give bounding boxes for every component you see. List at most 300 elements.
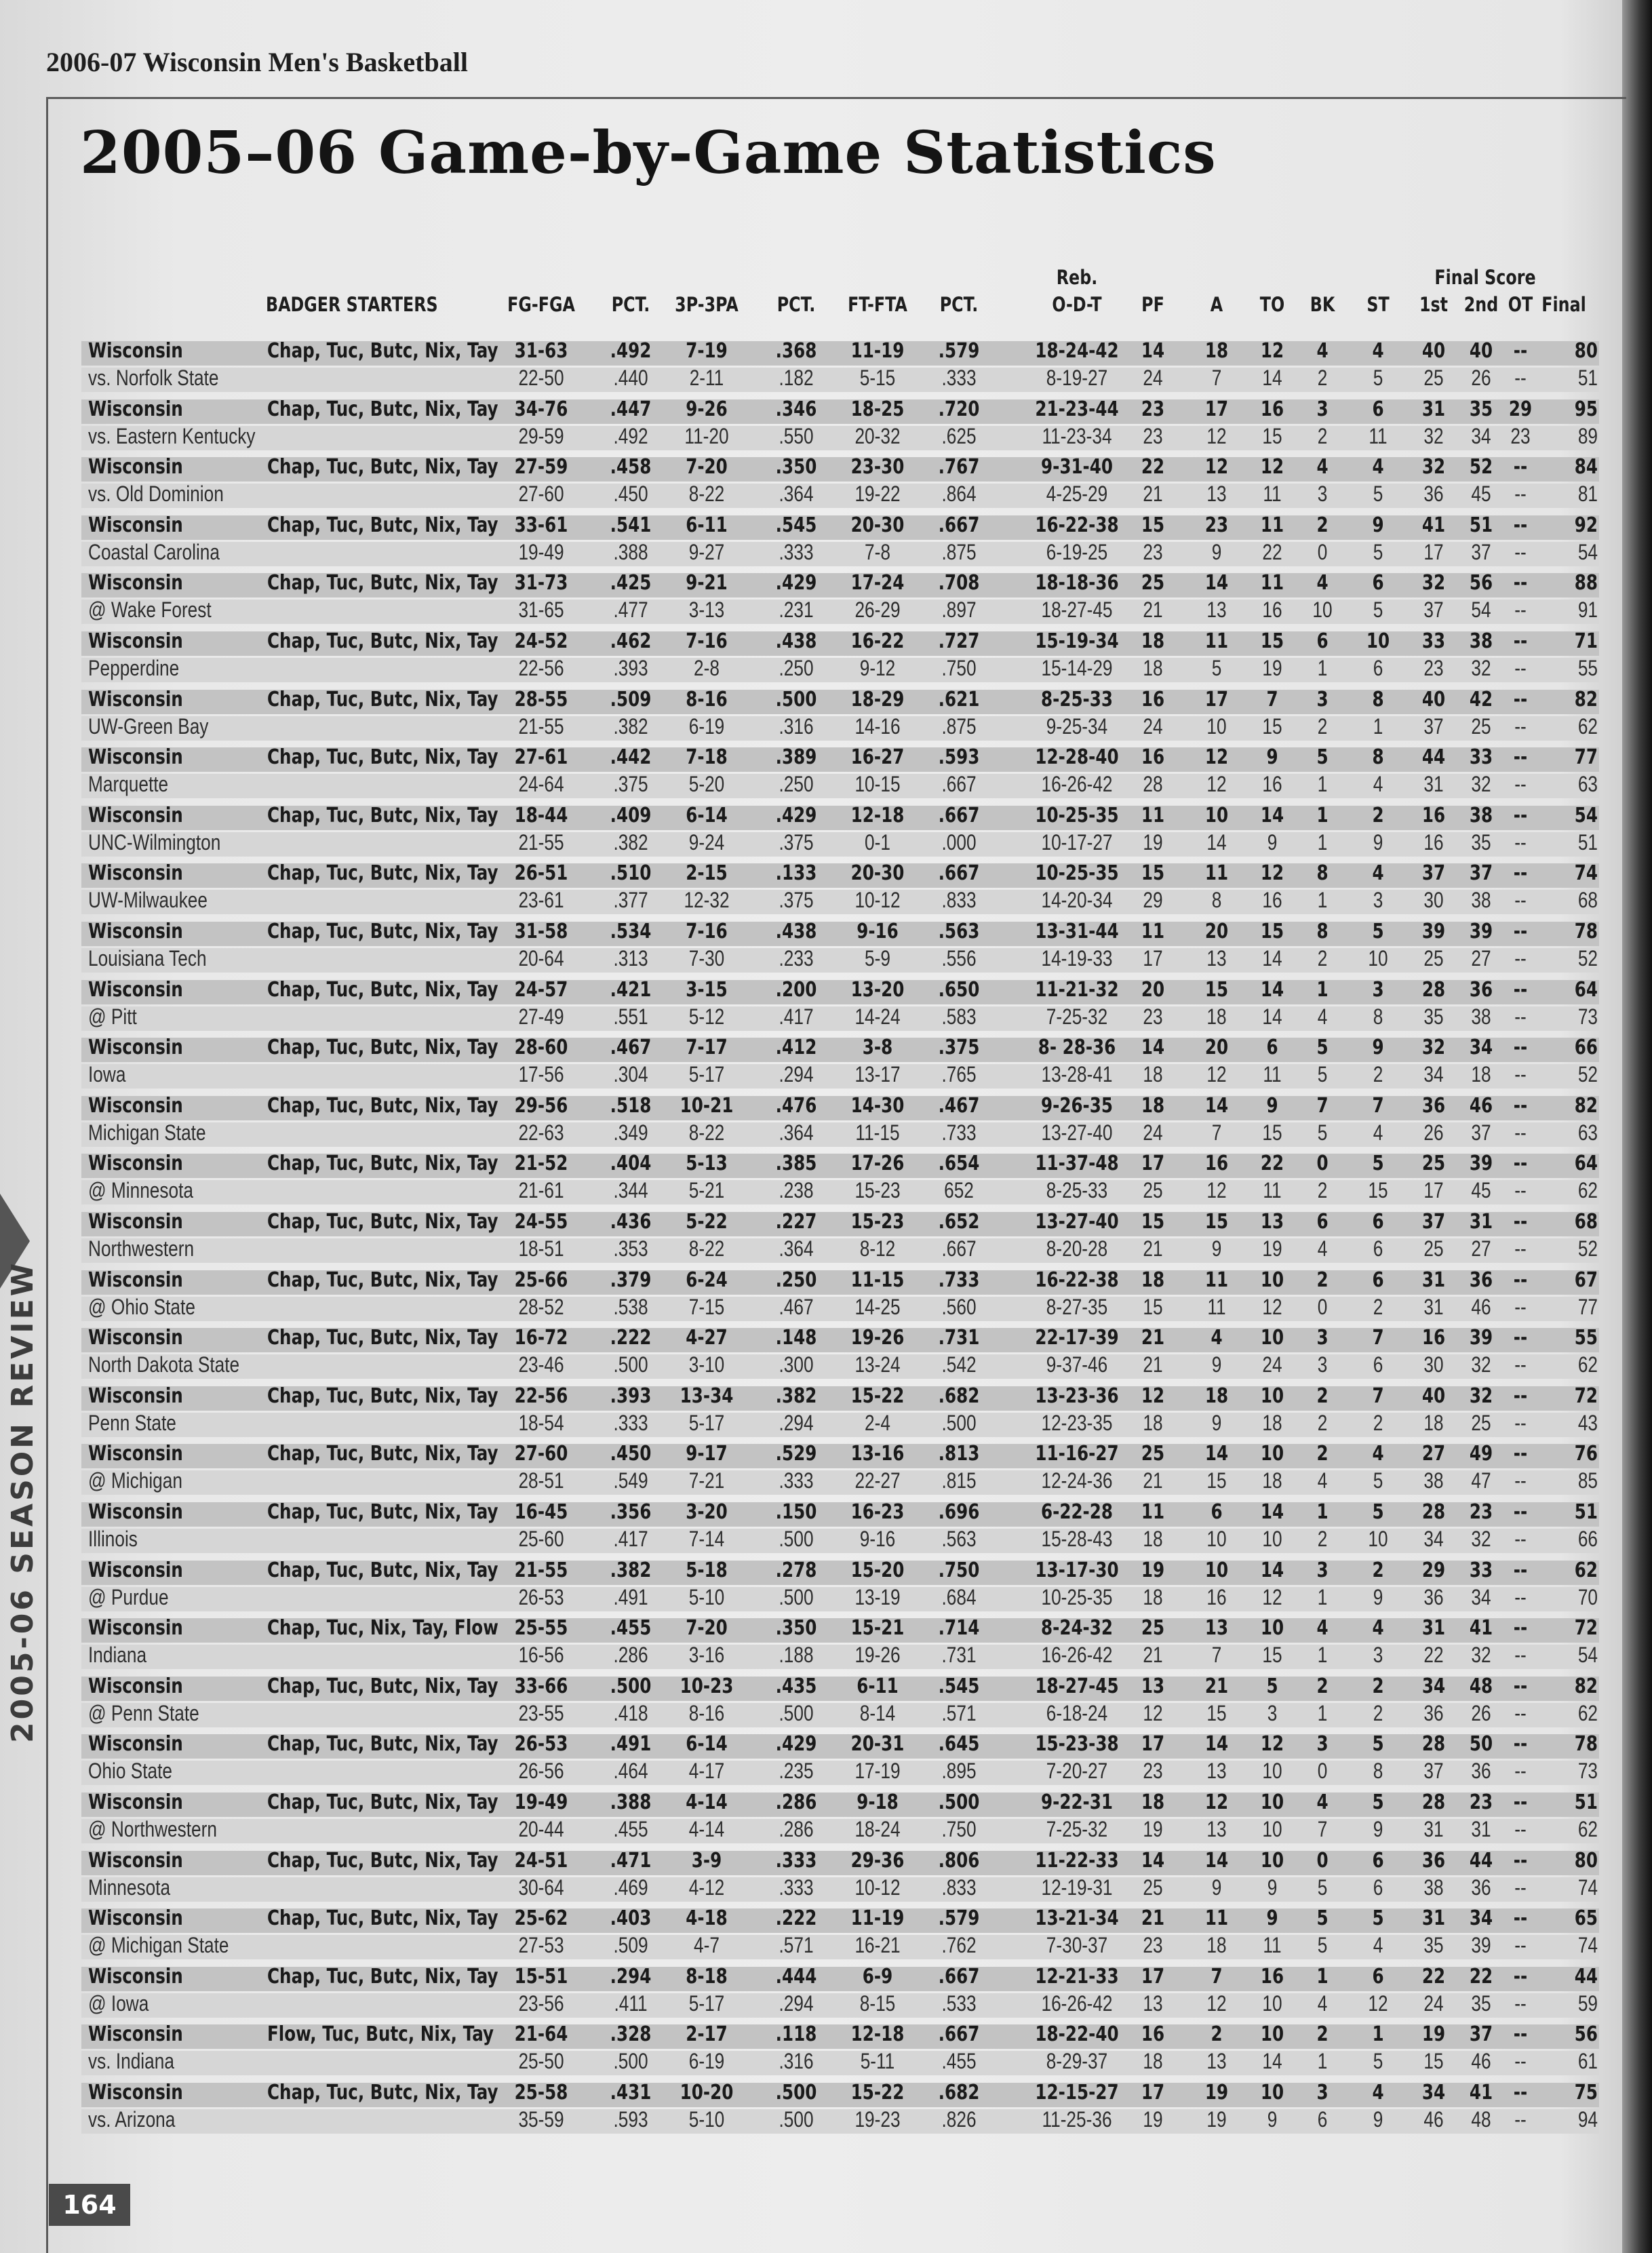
wisconsin-pct-3p: .350: [775, 1616, 817, 1641]
wisconsin-st: 6: [1372, 1848, 1384, 1873]
wisconsin-2nd: 49: [1469, 1442, 1493, 1466]
wisconsin-final: 72: [1574, 1616, 1598, 1641]
opponent-2nd: 35: [1471, 829, 1491, 855]
opponent-pct-fg: .455: [613, 1817, 648, 1841]
opponent-pct-3p: .316: [779, 713, 814, 739]
opponent-final: 62: [1577, 1352, 1598, 1377]
opponent-reb: 18-27-45: [1041, 597, 1113, 623]
opponent-to: 15: [1262, 1120, 1282, 1145]
wisconsin-pf: 17: [1141, 1732, 1165, 1757]
wisconsin-to: 10: [1260, 1326, 1284, 1350]
opponent-fg: 27-53: [518, 1933, 564, 1958]
opponent-pct-ft: .583: [941, 1004, 977, 1029]
wisconsin-ft: 16-23: [850, 1500, 905, 1524]
wisconsin-to: 13: [1260, 1210, 1284, 1234]
wisconsin-bk: 4: [1316, 455, 1329, 479]
badger-starters: Chap, Tuc, Butc, Nix, Tay: [267, 1790, 498, 1814]
opponent-reb: 7-20-27: [1046, 1759, 1108, 1784]
wisconsin-pct-3p: .385: [775, 1152, 817, 1176]
opponent-pf: 21: [1143, 597, 1163, 623]
opponent-st: 9: [1373, 2107, 1383, 2132]
wisconsin-ft: 19-26: [850, 1326, 905, 1350]
wisconsin-ft: 20-31: [850, 1732, 905, 1757]
opponent-final: 54: [1577, 1643, 1598, 1668]
wisconsin-1st: 34: [1421, 2081, 1446, 2104]
opponent-ot: --: [1514, 539, 1527, 564]
wisconsin-3p: 7-20: [686, 455, 728, 479]
opponent-bk: 5: [1317, 1062, 1328, 1087]
wisconsin-ft: 13-20: [850, 977, 905, 1002]
wisconsin-pct-fg: .379: [610, 1268, 652, 1292]
wisconsin-pct-fg: .421: [610, 977, 652, 1002]
opponent-st: 5: [1373, 539, 1383, 564]
team-name: Wisconsin: [88, 1384, 183, 1408]
wisconsin-pct-ft: .806: [938, 1848, 980, 1873]
wisconsin-pf: 15: [1141, 1210, 1165, 1234]
opponent-bk: 1: [1317, 772, 1328, 797]
opponent-fg: 25-50: [518, 2049, 564, 2074]
wisconsin-pct-fg: .382: [610, 1558, 652, 1582]
team-name: Wisconsin: [88, 339, 183, 363]
opponent-pct-fg: .500: [613, 1352, 648, 1377]
opponent-ft: 5-9: [865, 946, 890, 971]
opponent-ft: 19-23: [854, 2107, 901, 2132]
wisconsin-pf: 16: [1141, 687, 1165, 711]
opponent-pct-ft: .826: [941, 2107, 977, 2132]
wisconsin-reb: 6-22-28: [1040, 1500, 1114, 1524]
opponent-st: 11: [1369, 423, 1388, 448]
opponent-1st: 36: [1423, 482, 1444, 507]
opponent-pct-ft: .533: [941, 1991, 977, 2016]
opponent-pct-ft: .762: [941, 1933, 977, 1958]
wisconsin-pf: 16: [1141, 745, 1165, 770]
wisconsin-a: 11: [1204, 1906, 1229, 1931]
team-name: Wisconsin: [88, 1500, 183, 1524]
header-1st: 1st: [1419, 293, 1449, 316]
team-name: Wisconsin: [88, 745, 183, 770]
wisconsin-fg: 24-52: [514, 629, 568, 653]
wisconsin-ft: 9-18: [857, 1790, 899, 1814]
team-name: Wisconsin: [88, 1848, 183, 1873]
opponent-3p: 5-10: [688, 1584, 725, 1609]
badger-starters: Chap, Tuc, Butc, Nix, Tay: [267, 1732, 498, 1757]
opponent-final: 68: [1577, 888, 1598, 913]
opponent-bk: 3: [1317, 1352, 1328, 1377]
wisconsin-reb: 9-31-40: [1040, 455, 1114, 479]
wisconsin-pct-fg: .492: [610, 339, 652, 363]
opponent-final: 62: [1577, 1178, 1598, 1203]
team-name: Wisconsin: [88, 2081, 183, 2104]
opponent-pct-3p: .333: [779, 1468, 814, 1493]
wisconsin-1st: 16: [1421, 1326, 1446, 1350]
wisconsin-fg: 33-66: [514, 1674, 568, 1698]
wisconsin-to: 9: [1266, 1906, 1278, 1931]
wisconsin-pct-fg: .447: [610, 397, 652, 421]
wisconsin-to: 16: [1260, 397, 1284, 421]
wisconsin-pct-ft: .652: [938, 1210, 980, 1234]
opponent-2nd: 26: [1471, 1700, 1491, 1725]
wisconsin-final: 64: [1574, 1152, 1598, 1176]
opponent-to: 15: [1262, 713, 1282, 739]
opponent-bk: 10: [1312, 597, 1333, 623]
opponent-st: 8: [1373, 1759, 1383, 1784]
wisconsin-a: 14: [1204, 1442, 1229, 1466]
wisconsin-reb: 22-17-39: [1035, 1326, 1119, 1350]
opponent-st: 6: [1373, 656, 1383, 680]
wisconsin-ot: --: [1513, 1442, 1528, 1466]
opponent-3p: 8-22: [688, 1120, 725, 1145]
opponent-reb: 4-25-29: [1046, 482, 1108, 507]
wisconsin-pct-ft: .767: [938, 455, 980, 479]
opponent-2nd: 46: [1471, 2049, 1491, 2074]
opponent-a: 12: [1206, 1991, 1227, 2016]
wisconsin-ft: 3-8: [862, 1036, 893, 1060]
opponent-a: 12: [1206, 423, 1227, 448]
opponent-bk: 1: [1317, 1584, 1328, 1609]
wisconsin-3p: 4-14: [686, 1790, 728, 1814]
opponent-reb: 10-25-35: [1041, 1584, 1113, 1609]
wisconsin-pf: 23: [1141, 397, 1165, 421]
opponent-2nd: 54: [1471, 597, 1491, 623]
opponent-1st: 17: [1423, 1178, 1444, 1203]
wisconsin-2nd: 38: [1469, 629, 1493, 653]
opponent-pf: 21: [1143, 1468, 1163, 1493]
opponent-st: 6: [1373, 1352, 1383, 1377]
opponent-bk: 4: [1317, 1004, 1328, 1029]
wisconsin-ot: --: [1513, 629, 1528, 653]
opponent-2nd: 32: [1471, 1352, 1491, 1377]
wisconsin-a: 7: [1211, 1964, 1223, 1988]
opponent-fg: 26-53: [518, 1584, 564, 1609]
opponent-name: @ Iowa: [88, 1991, 149, 2016]
wisconsin-fg: 26-53: [514, 1732, 568, 1757]
wisconsin-fg: 27-59: [514, 455, 568, 479]
wisconsin-pct-fg: .436: [610, 1210, 652, 1234]
wisconsin-pct-fg: .510: [610, 861, 652, 886]
table-row: [81, 977, 1599, 1035]
opponent-ot: --: [1514, 772, 1527, 797]
wisconsin-2nd: 38: [1469, 803, 1493, 827]
page-number: 164: [49, 2184, 130, 2226]
opponent-pct-3p: .250: [779, 656, 814, 680]
opponent-3p: 7-30: [688, 946, 725, 971]
opponent-pct-fg: .551: [613, 1004, 648, 1029]
opponent-to: 16: [1262, 772, 1282, 797]
opponent-ot: --: [1514, 1410, 1527, 1435]
opponent-3p: 3-10: [688, 1352, 725, 1377]
wisconsin-pct-fg: .518: [610, 1093, 652, 1118]
opponent-1st: 36: [1423, 1584, 1444, 1609]
team-name: Wisconsin: [88, 1790, 183, 1814]
team-name: Wisconsin: [88, 1326, 183, 1350]
opponent-reb: 16-26-42: [1041, 772, 1113, 797]
wisconsin-st: 4: [1372, 339, 1384, 363]
wisconsin-a: 11: [1204, 1268, 1229, 1292]
opponent-2nd: 45: [1471, 482, 1491, 507]
opponent-a: 9: [1211, 1875, 1222, 1900]
opponent-fg: 21-55: [518, 713, 564, 739]
wisconsin-st: 6: [1372, 397, 1384, 421]
wisconsin-3p: 5-13: [686, 1152, 728, 1176]
wisconsin-reb: 13-21-34: [1035, 1906, 1119, 1931]
wisconsin-a: 14: [1204, 1732, 1229, 1757]
badger-starters: Chap, Tuc, Butc, Nix, Tay: [267, 1848, 498, 1873]
opponent-st: 15: [1368, 1178, 1388, 1203]
opponent-3p: 8-22: [688, 1236, 725, 1261]
wisconsin-ot: --: [1513, 1500, 1528, 1524]
opponent-bk: 0: [1317, 1294, 1328, 1319]
wisconsin-bk: 8: [1316, 920, 1329, 943]
wisconsin-pf: 21: [1141, 1906, 1165, 1931]
opponent-pf: 28: [1143, 772, 1163, 797]
wisconsin-reb: 9-26-35: [1040, 1093, 1114, 1118]
table-row: [81, 1267, 1599, 1325]
opponent-st: 6: [1373, 1875, 1383, 1900]
wisconsin-a: 11: [1204, 629, 1229, 653]
wisconsin-a: 11: [1204, 861, 1229, 886]
badger-starters: Flow, Tuc, Butc, Nix, Tay: [267, 2022, 494, 2047]
wisconsin-reb: 8-24-32: [1040, 1616, 1114, 1641]
wisconsin-ot: --: [1513, 745, 1528, 770]
header-final-score: Final Score: [1434, 266, 1536, 289]
wisconsin-reb: 15-19-34: [1035, 629, 1119, 653]
opponent-to: 10: [1262, 1759, 1282, 1784]
opponent-pct-fg: .464: [613, 1759, 648, 1784]
header-bk: BK: [1310, 293, 1335, 316]
opponent-to: 15: [1262, 1643, 1282, 1668]
team-name: Wisconsin: [88, 920, 183, 943]
running-head: 2006-07 Wisconsin Men's Basketball: [46, 47, 468, 77]
wisconsin-2nd: 32: [1469, 1384, 1493, 1408]
wisconsin-2nd: 23: [1469, 1790, 1493, 1814]
header-ft: FT-FTA: [848, 293, 907, 316]
wisconsin-pct-ft: .696: [938, 1500, 980, 1524]
opponent-a: 9: [1211, 1236, 1222, 1261]
opponent-ft: 8-14: [859, 1700, 896, 1725]
opponent-final: 43: [1577, 1410, 1598, 1435]
opponent-pct-fg: .593: [613, 2107, 648, 2132]
opponent-pct-fg: .353: [613, 1236, 648, 1261]
opponent-pct-fg: .411: [614, 1991, 648, 2016]
wisconsin-pct-ft: .720: [938, 397, 980, 421]
header-to: TO: [1259, 293, 1285, 316]
opponent-ot: --: [1514, 713, 1527, 739]
wisconsin-3p: 2-15: [686, 861, 728, 886]
wisconsin-a: 20: [1204, 1036, 1229, 1060]
opponent-ft: 5-15: [859, 366, 896, 390]
wisconsin-to: 10: [1260, 2081, 1284, 2104]
opponent-ft: 16-21: [854, 1933, 901, 1958]
opponent-pct-fg: .377: [613, 888, 648, 913]
wisconsin-ot: --: [1513, 1906, 1528, 1931]
opponent-a: 12: [1206, 772, 1227, 797]
opponent-to: 15: [1262, 423, 1282, 448]
wisconsin-ot: --: [1513, 1326, 1528, 1350]
header-st: ST: [1366, 293, 1390, 316]
table-row: [81, 1209, 1599, 1267]
wisconsin-3p: 5-18: [686, 1558, 728, 1582]
opponent-st: 5: [1373, 597, 1383, 623]
opponent-pct-fg: .382: [613, 829, 648, 855]
opponent-reb: 14-20-34: [1041, 888, 1113, 913]
opponent-a: 11: [1207, 1294, 1226, 1319]
wisconsin-ft: 17-24: [850, 571, 905, 595]
opponent-to: 19: [1262, 1236, 1282, 1261]
opponent-3p: 2-11: [689, 366, 724, 390]
opponent-reb: 9-25-34: [1046, 713, 1108, 739]
opponent-pct-ft: .684: [941, 1584, 977, 1609]
wisconsin-final: 84: [1574, 455, 1598, 479]
wisconsin-bk: 7: [1316, 1093, 1329, 1118]
opponent-name: Coastal Carolina: [88, 539, 220, 564]
wisconsin-pf: 25: [1141, 1616, 1165, 1641]
opponent-pct-fg: .286: [613, 1643, 648, 1668]
opponent-pct-ft: .833: [941, 888, 977, 913]
wisconsin-pct-ft: .682: [938, 1384, 980, 1408]
team-name: Wisconsin: [88, 1268, 183, 1292]
opponent-pct-fg: .382: [613, 713, 648, 739]
opponent-ft: 18-24: [854, 1817, 901, 1841]
opponent-ot: --: [1514, 2107, 1527, 2132]
wisconsin-st: 6: [1372, 1964, 1384, 1988]
opponent-ot: --: [1514, 1236, 1527, 1261]
opponent-name: @ Northwestern: [88, 1817, 217, 1841]
opponent-st: 1: [1373, 713, 1383, 739]
opponent-1st: 25: [1423, 1236, 1444, 1261]
wisconsin-a: 14: [1204, 1848, 1229, 1873]
wisconsin-pct-ft: .375: [938, 1036, 980, 1060]
wisconsin-ft: 15-23: [850, 1210, 905, 1234]
opponent-pf: 18: [1143, 656, 1163, 680]
wisconsin-to: 14: [1260, 1558, 1284, 1582]
wisconsin-3p: 8-18: [686, 1964, 728, 1988]
wisconsin-pct-fg: .356: [610, 1500, 652, 1524]
wisconsin-st: 8: [1372, 745, 1384, 770]
opponent-2nd: 34: [1471, 423, 1491, 448]
side-label-text: 2005-06 SEASON REVIEW: [5, 1260, 40, 1743]
wisconsin-ot: --: [1513, 1674, 1528, 1698]
wisconsin-fg: 25-66: [514, 1268, 568, 1292]
wisconsin-ot: --: [1513, 920, 1528, 943]
wisconsin-reb: 10-25-35: [1035, 803, 1119, 827]
opponent-3p: 9-24: [688, 829, 725, 855]
wisconsin-1st: 40: [1421, 1384, 1446, 1408]
wisconsin-st: 4: [1372, 2081, 1384, 2104]
wisconsin-a: 15: [1204, 977, 1229, 1002]
header-3p: 3P-3PA: [675, 293, 739, 316]
wisconsin-fg: 26-51: [514, 861, 568, 886]
badger-starters: Chap, Tuc, Butc, Nix, Tay: [267, 1326, 498, 1350]
wisconsin-ft: 23-30: [850, 455, 905, 479]
opponent-fg: 19-49: [518, 539, 564, 564]
table-row: [81, 1847, 1599, 1906]
wisconsin-bk: 5: [1316, 745, 1329, 770]
opponent-pf: 18: [1143, 1584, 1163, 1609]
opponent-pct-3p: .300: [779, 1352, 814, 1377]
opponent-pf: 18: [1143, 1527, 1163, 1551]
wisconsin-2nd: 48: [1469, 1674, 1493, 1698]
wisconsin-st: 3: [1372, 977, 1384, 1002]
team-name: Wisconsin: [88, 1442, 183, 1466]
wisconsin-pct-ft: .500: [938, 1790, 980, 1814]
opponent-fg: 35-59: [518, 2107, 564, 2132]
opponent-pf: 24: [1143, 366, 1163, 390]
opponent-a: 15: [1206, 1468, 1227, 1493]
wisconsin-bk: 4: [1316, 339, 1329, 363]
wisconsin-2nd: 41: [1469, 2081, 1493, 2104]
wisconsin-a: 4: [1211, 1326, 1223, 1350]
opponent-pf: 18: [1143, 2049, 1163, 2074]
opponent-ot: --: [1514, 1584, 1527, 1609]
wisconsin-a: 10: [1204, 1558, 1229, 1582]
wisconsin-bk: 6: [1316, 629, 1329, 653]
wisconsin-ot: --: [1513, 803, 1528, 827]
wisconsin-final: 55: [1574, 1326, 1598, 1350]
wisconsin-fg: 16-72: [514, 1326, 568, 1350]
wisconsin-ft: 11-19: [850, 339, 905, 363]
wisconsin-1st: 32: [1421, 455, 1446, 479]
wisconsin-pf: 16: [1141, 2022, 1165, 2047]
opponent-pct-3p: .294: [779, 1062, 814, 1087]
wisconsin-bk: 2: [1316, 2022, 1329, 2047]
badger-starters: Chap, Tuc, Butc, Nix, Tay: [267, 1210, 498, 1234]
wisconsin-final: 44: [1574, 1964, 1598, 1988]
opponent-fg: 28-51: [518, 1468, 564, 1493]
opponent-st: 12: [1368, 1991, 1388, 2016]
opponent-final: 91: [1577, 597, 1598, 623]
wisconsin-fg: 24-57: [514, 977, 568, 1002]
wisconsin-pf: 15: [1141, 513, 1165, 537]
wisconsin-st: 4: [1372, 1442, 1384, 1466]
wisconsin-st: 4: [1372, 861, 1384, 886]
wisconsin-pct-3p: .222: [775, 1906, 817, 1931]
opponent-fg: 21-61: [518, 1178, 564, 1203]
wisconsin-pct-ft: .667: [938, 803, 980, 827]
opponent-bk: 2: [1317, 1410, 1328, 1435]
wisconsin-a: 12: [1204, 745, 1229, 770]
wisconsin-pct-3p: .118: [775, 2022, 817, 2047]
wisconsin-reb: 15-23-38: [1035, 1732, 1119, 1757]
opponent-reb: 7-25-32: [1046, 1817, 1108, 1841]
opponent-2nd: 32: [1471, 1527, 1491, 1551]
opponent-name: Northwestern: [88, 1236, 195, 1261]
opponent-to: 3: [1267, 1700, 1278, 1725]
wisconsin-final: 71: [1574, 629, 1598, 653]
wisconsin-ft: 13-16: [850, 1442, 905, 1466]
opponent-a: 7: [1211, 1643, 1222, 1668]
wisconsin-pf: 14: [1141, 339, 1165, 363]
opponent-1st: 38: [1423, 1468, 1444, 1493]
wisconsin-pct-fg: .455: [610, 1616, 652, 1641]
team-name: Wisconsin: [88, 687, 183, 711]
wisconsin-final: 95: [1574, 397, 1598, 421]
wisconsin-final: 54: [1574, 803, 1598, 827]
wisconsin-st: 5: [1372, 1790, 1384, 1814]
wisconsin-3p: 9-17: [686, 1442, 728, 1466]
wisconsin-2nd: 42: [1469, 687, 1493, 711]
wisconsin-fg: 27-60: [514, 1442, 568, 1466]
opponent-2nd: 36: [1471, 1759, 1491, 1784]
wisconsin-final: 82: [1574, 687, 1598, 711]
opponent-1st: 34: [1423, 1527, 1444, 1551]
opponent-ot: --: [1514, 1933, 1527, 1958]
opponent-pct-ft: .667: [941, 1236, 977, 1261]
wisconsin-fg: 18-44: [514, 803, 568, 827]
opponent-a: 9: [1211, 1352, 1222, 1377]
opponent-fg: 16-56: [518, 1643, 564, 1668]
wisconsin-pct-3p: .150: [775, 1500, 817, 1524]
opponent-name: Michigan State: [88, 1120, 206, 1145]
